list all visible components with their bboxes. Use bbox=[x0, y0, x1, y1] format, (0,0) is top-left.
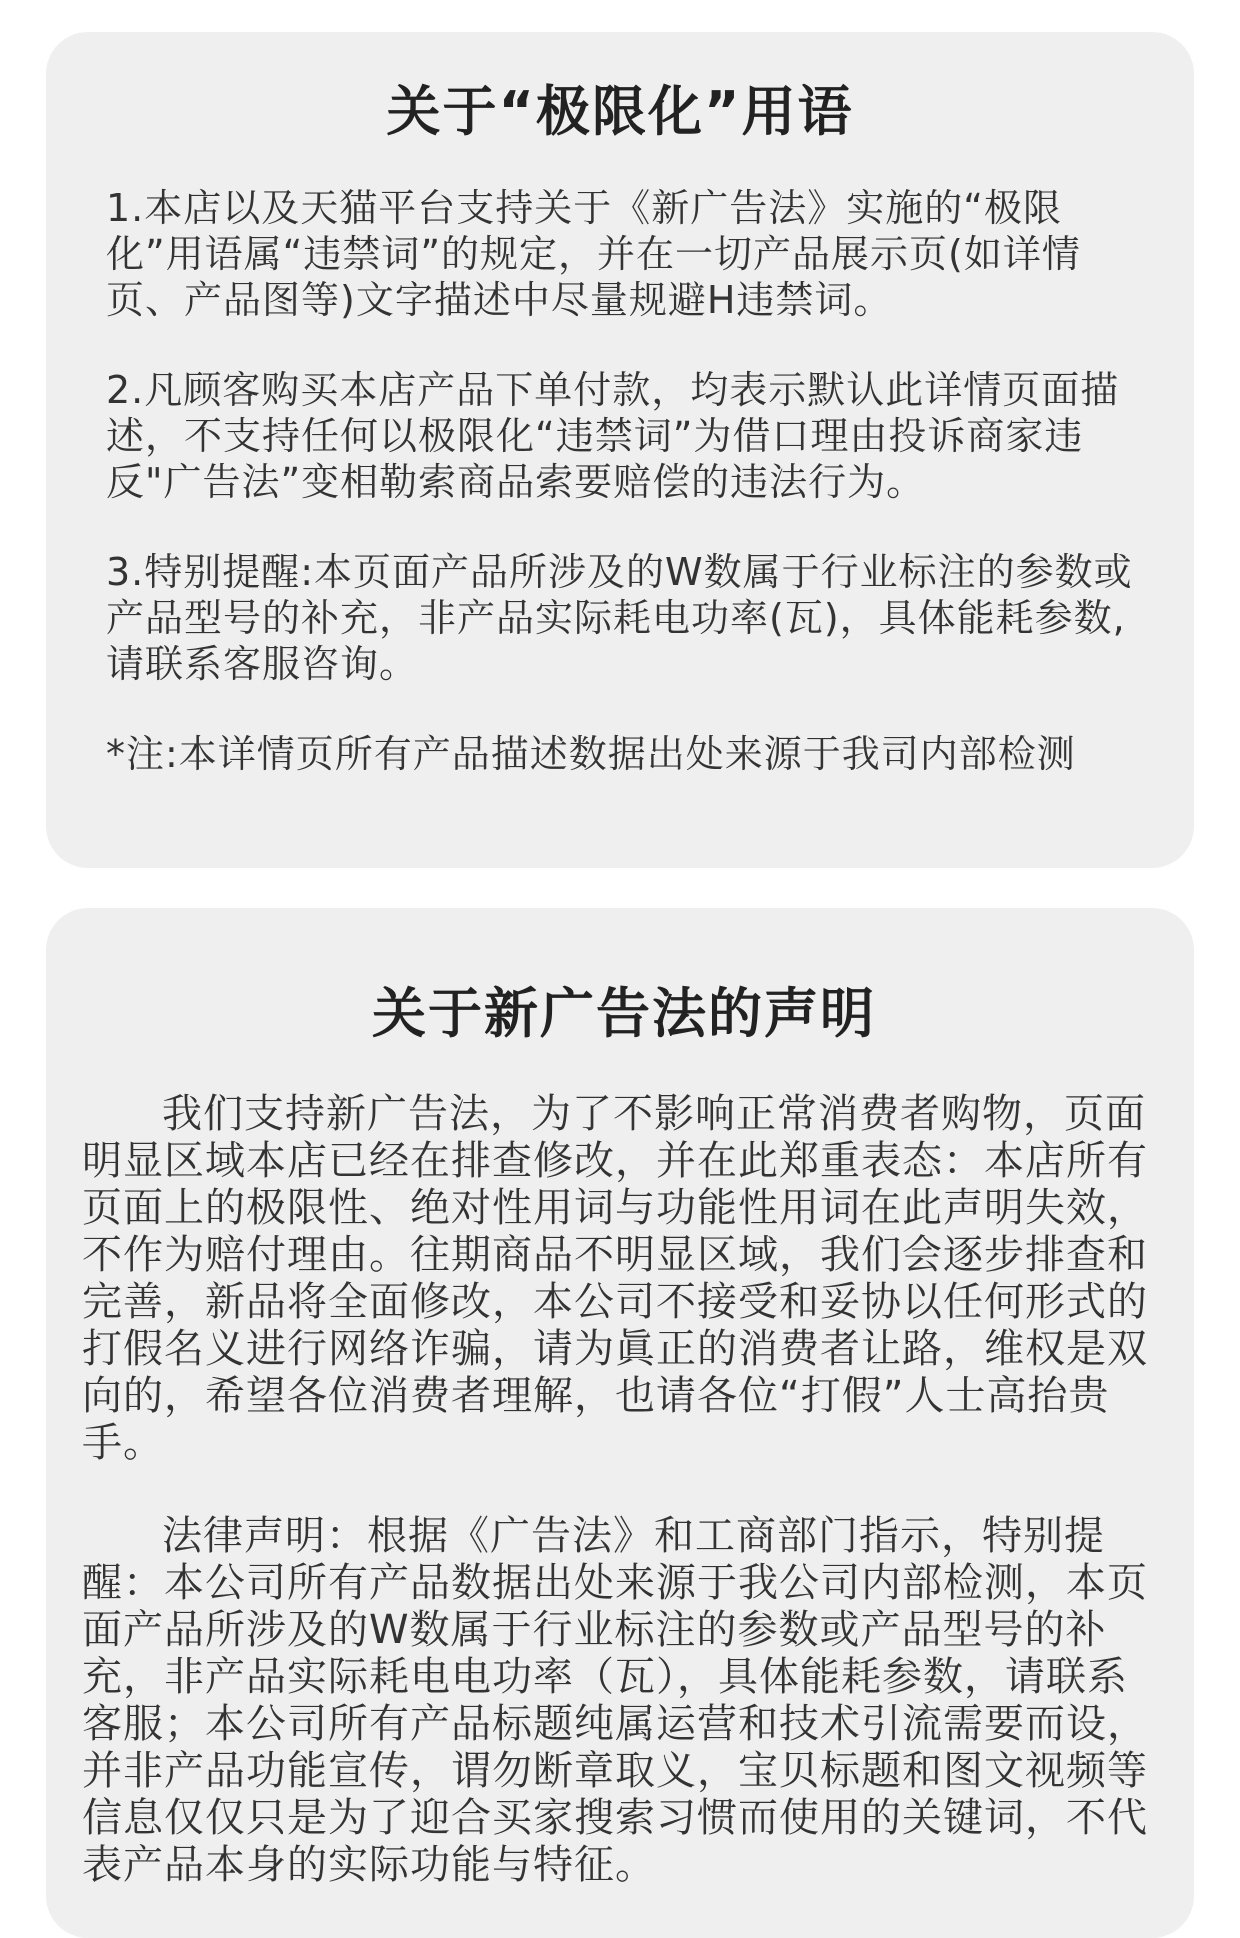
extreme-terms-list bbox=[106, 185, 1134, 777]
declaration-paragraph-legal: 法律声明：根据《广告法》和工商部门指示，特别提醒：本公司所有产品数据出处来源于我公司内部检测，本页面产品所涉及的W数属于行业标注的参数或产品型号的补充，非产品实际耗电电功率（瓦），具体能耗参数，请联系客服；本公司所有产品标题纯属运营和技术引流需要而设，并非产品功能宣传，谓勿断章取义，宝贝标题和图文视频等信息仅仅只是为了迎合买家搜索习惯而使用的关键词，不代表产品本身的实际功能与特征。 bbox=[82, 1512, 1148, 1888]
terms-note: *注:本详情页所有产品描述数据出处来源于我司内部检测 bbox=[106, 731, 1076, 776]
extreme-terms-panel bbox=[46, 32, 1194, 868]
ad-law-declaration-panel bbox=[46, 908, 1194, 1938]
declaration-paragraph-support: 我们支持新广告法，为了不影响正常消费者购物，页面明显区域本店已经在排查修改，并在此郑重表态：本店所有页面上的极限性、绝对性用词与功能性用词在此声明失效，不作为赔付理由。往期商品不明显区域，我们会逐步排查和完善，新品将全面修改，本公司不接受和妥协以任何形式的打假名义进行网络诈骗，请为眞正的消费者让路，维权是双向的，希望各位消费者理解，也请各位“打假”人士高抬贵手。 bbox=[82, 1090, 1148, 1466]
ad-law-declaration-title: 关于新广告法的声明 bbox=[372, 982, 876, 1045]
terms-paragraph-3: 3.特别提醒:本页面产品所涉及的W数属于行业标注的参数或产品型号的补充，非产品实际耗电功率(瓦)，具体能耗参数,请联系客服咨询。 bbox=[106, 549, 1133, 686]
terms-paragraph-1: 1.本店以及天猫平台支持关于《新广告法》实施的“极限化”用语属“违禁词”的规定，并在一切产品展示页(如详情页、产品图等)文字描述中尽量规避H违禁词。 bbox=[106, 185, 1081, 322]
ad-law-declaration-body bbox=[82, 1091, 1166, 1889]
terms-paragraph-2: 2.凡顾客购买本店产品下单付款，均表示默认此详情页面描述，不支持任何以极限化“违禁词”为借口理由投诉商家违反"广告法”变相勒索商品索要赔偿的违法行为。 bbox=[106, 367, 1120, 504]
extreme-terms-title: 关于“极限化”用语 bbox=[386, 80, 854, 143]
